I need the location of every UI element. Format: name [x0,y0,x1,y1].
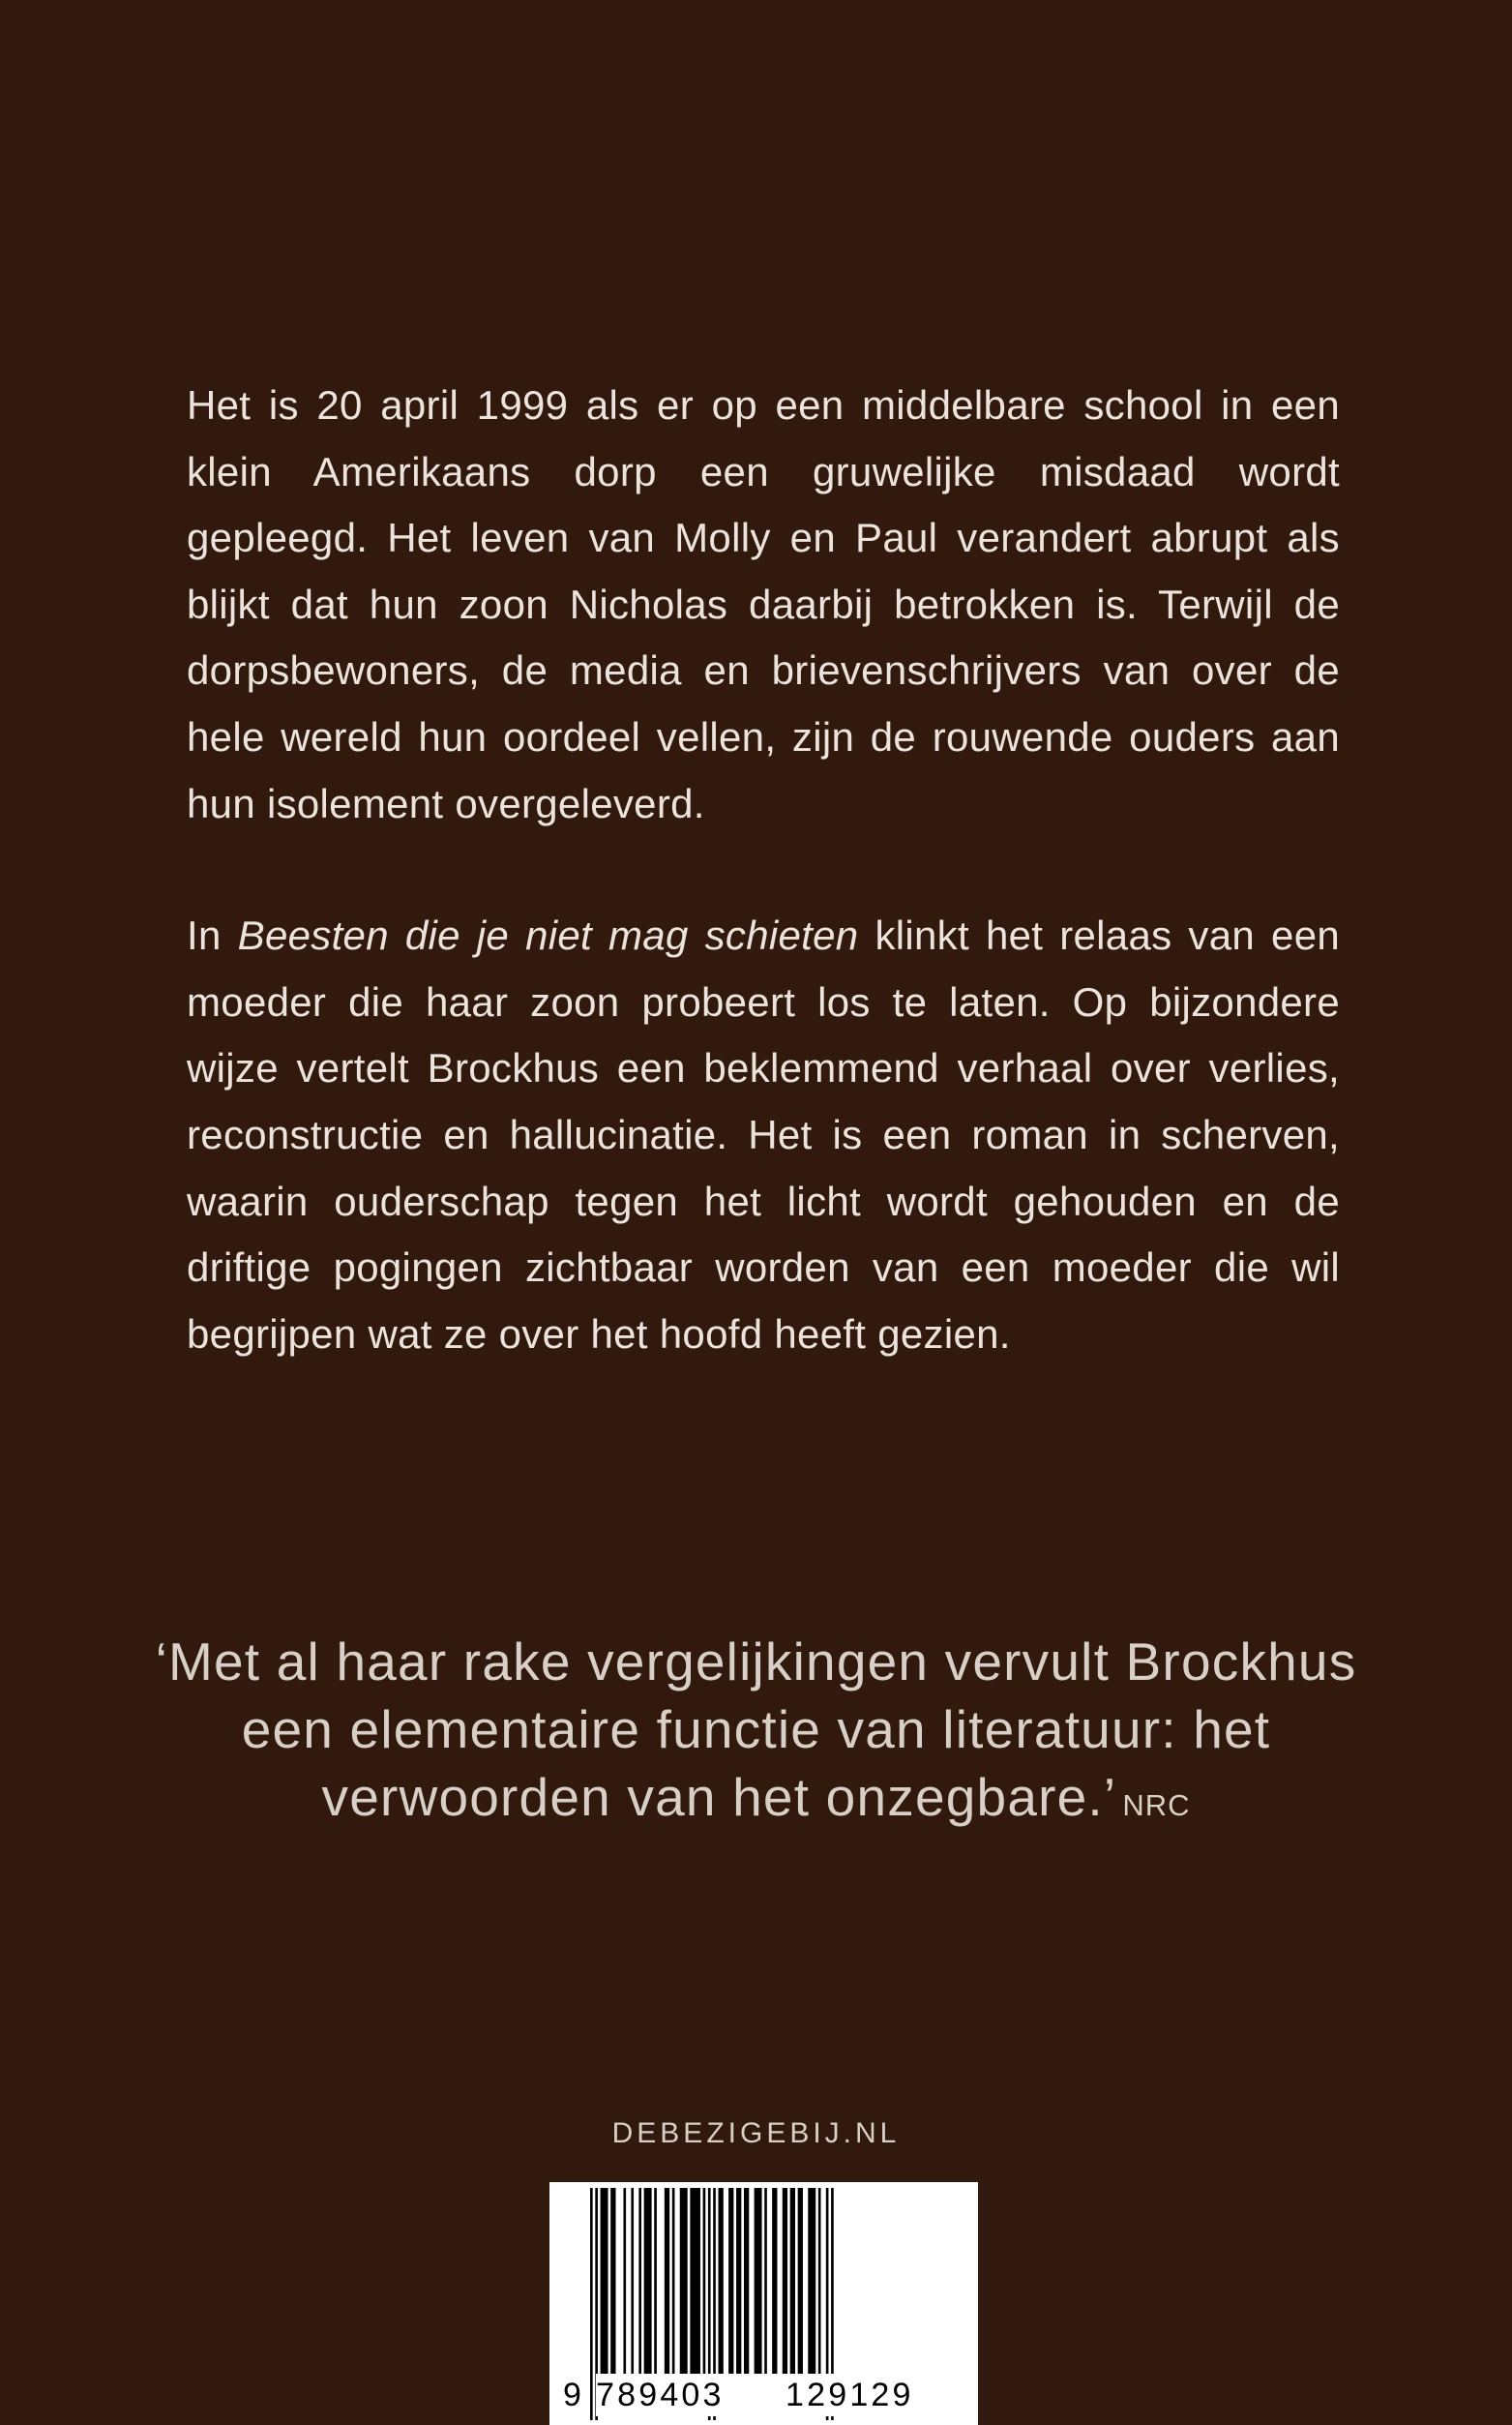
barcode-bar [790,2188,795,2374]
barcode-bar [772,2188,777,2374]
barcode-bar [644,2188,652,2374]
barcode-bar [736,2188,741,2374]
barcode-bar [601,2188,608,2374]
paragraph-2-rest: klinkt het relaas van een moeder die haar zoon probeert los te laten. Op bijzondere wijze vertelt Brockhus een beklemmend verhaal over verlies, reconstructie en hallucinatie. Het is een roman in scherven, waarin ouderschap tegen het licht wordt gehouden en de driftige pogingen zichtbaar worden van een moeder die wil begrijpen wat ze over het hoofd heeft gezien. [187,913,1341,1357]
barcode-bar [798,2188,803,2374]
barcode-bar [672,2188,675,2374]
barcode-bar [744,2188,749,2374]
quote-text: ‘Met al haar rake vergelijkingen vervult Brockhus een elementaire functie van literatuur: het verwoorden van het onzegbare.’ [155,1632,1357,1827]
barcode-bar [680,2188,688,2374]
barcode-bar [610,2188,615,2374]
barcode-bar [764,2188,767,2374]
barcode-bar [623,2188,626,2374]
blurb [187,373,1340,1367]
barcode-bar [665,2188,669,2374]
barcode-bar [631,2188,634,2374]
barcode-bar [703,2188,706,2374]
barcode-bar [818,2188,821,2374]
barcode-bar [808,2188,815,2374]
quote-source: NRC [1122,1788,1191,1822]
publisher-website: DEBEZIGEBIJ.NL [611,2117,901,2149]
review-quote [145,1628,1367,1840]
barcode-digit-group-1: 789403 [596,2374,725,2416]
barcode-bar [690,2188,700,2374]
barcode-bar [638,2188,641,2374]
book-title: Beesten die je niet mag schieten [237,913,859,959]
isbn-barcode [549,2182,978,2425]
blurb-paragraph-2 [187,903,1340,1367]
barcode-digits [549,2374,978,2418]
barcode-bar [783,2188,787,2374]
blurb-paragraph-1: Het is 20 april 1999 als er op een middelbare school in een klein Amerikaans dorp een gruwelijke misdaad wordt gepleegd. Het leven van Molly en Paul verandert abrupt als blijkt dat hun zoon Nicholas daarbij betrokken is. Terwijl de dorpsbewoners, de media en brievenschrijvers van over de hele wereld hun oordeel vellen, zijn de rouwende ouders aan hun isolement overgeleverd. [187,382,1340,826]
barcode-bar [728,2188,733,2374]
barcode-first-digit: 9 [563,2374,584,2416]
barcode-bar [755,2188,762,2374]
paragraph-2-lead: In [187,913,238,959]
barcode-digit-group-2: 129129 [786,2374,914,2416]
barcode-bar [719,2188,724,2374]
barcode-bar [654,2188,657,2374]
